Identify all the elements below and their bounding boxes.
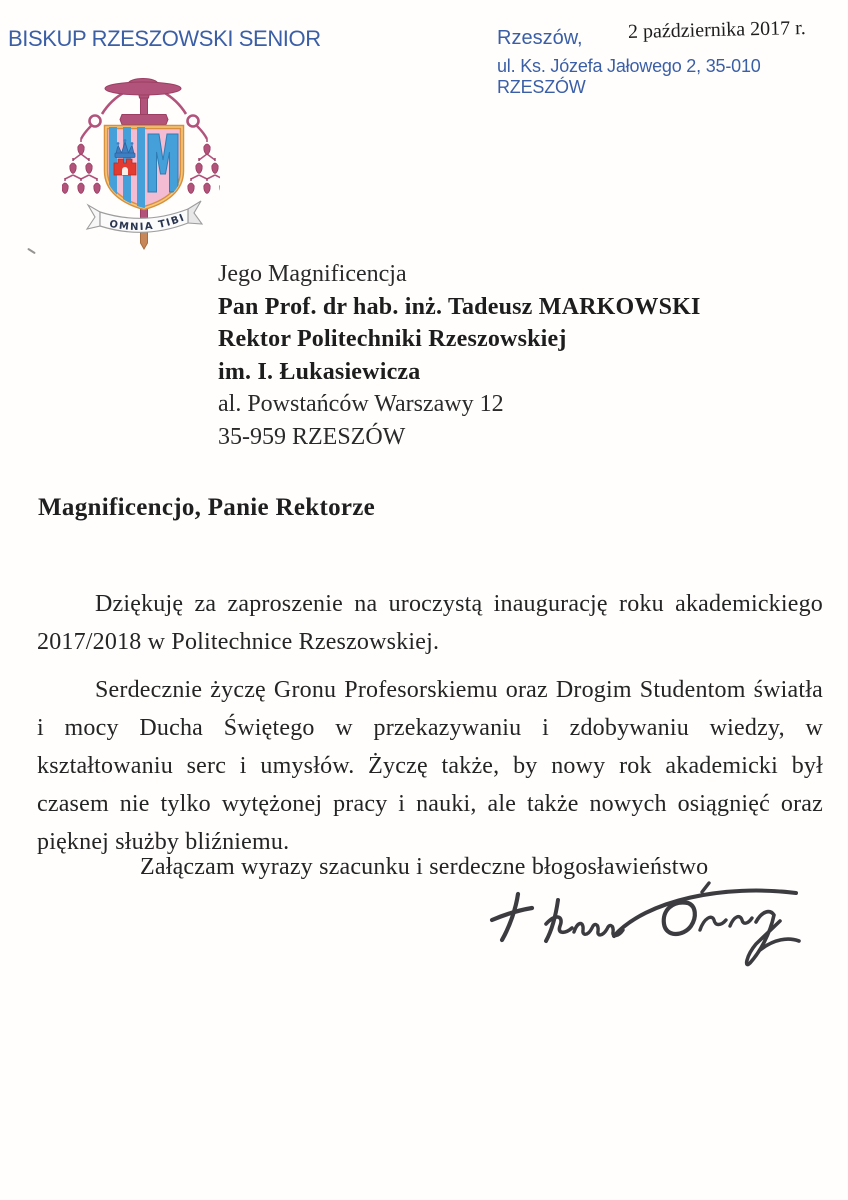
motto-text: OMNIA TIBI — [108, 212, 188, 234]
recipient-line: im. I. Łukasiewicza — [218, 358, 421, 385]
recipient-line: al. Powstańców Warszawy 12 — [218, 391, 504, 417]
galero-hat-icon — [105, 79, 181, 96]
recipient-block — [218, 258, 701, 453]
letter-date: 2 października 2017 r. — [627, 16, 806, 44]
scan-artifact-mark — [27, 248, 36, 254]
letterhead-address: ul. Ks. Józefa Jałowego 2, 35-010 RZESZÓW — [497, 56, 761, 97]
recipient-line: Rektor Politechniki Rzeszowskiej — [218, 326, 567, 352]
recipient-line: Jego Magnificencja — [218, 261, 407, 287]
recipient-line: 35-959 RZESZÓW — [218, 423, 406, 450]
closing-line: Załączam wyrazy szacunku i serdeczne błogosławieństwo — [140, 854, 709, 880]
letterhead-city: Rzeszów, — [497, 27, 583, 49]
sender-title: BISKUP RZESZOWSKI SENIOR — [8, 26, 321, 51]
coat-of-arms-emblem — [62, 78, 220, 250]
signature-handwriting — [462, 878, 810, 982]
body-paragraph-1: Dziękuję za zaproszenie na uroczystą inaugurację roku akademickiego 2017/2018 w Politechnice Rzeszowskiej. — [37, 591, 823, 655]
body-paragraph-2: Serdecznie życzę Gronu Profesorskiemu oraz Drogim Studentom światła i mocy Ducha Świętego w przekazywaniu i zdobywaniu wiedzy, w kształtowaniu serc i umysłów. Życzę także, by nowy rok akademicki był czasem nie tylko wytężonej pracy i nauki, ale także nowych osiągnięć oraz pięknej służby bliźniemu. — [37, 677, 823, 855]
shield — [106, 127, 182, 212]
salutation: Magnificencjo, Panie Rektorze — [38, 494, 376, 521]
recipient-line: Pan Prof. dr hab. inż. Tadeusz MARKOWSKI — [218, 293, 701, 320]
